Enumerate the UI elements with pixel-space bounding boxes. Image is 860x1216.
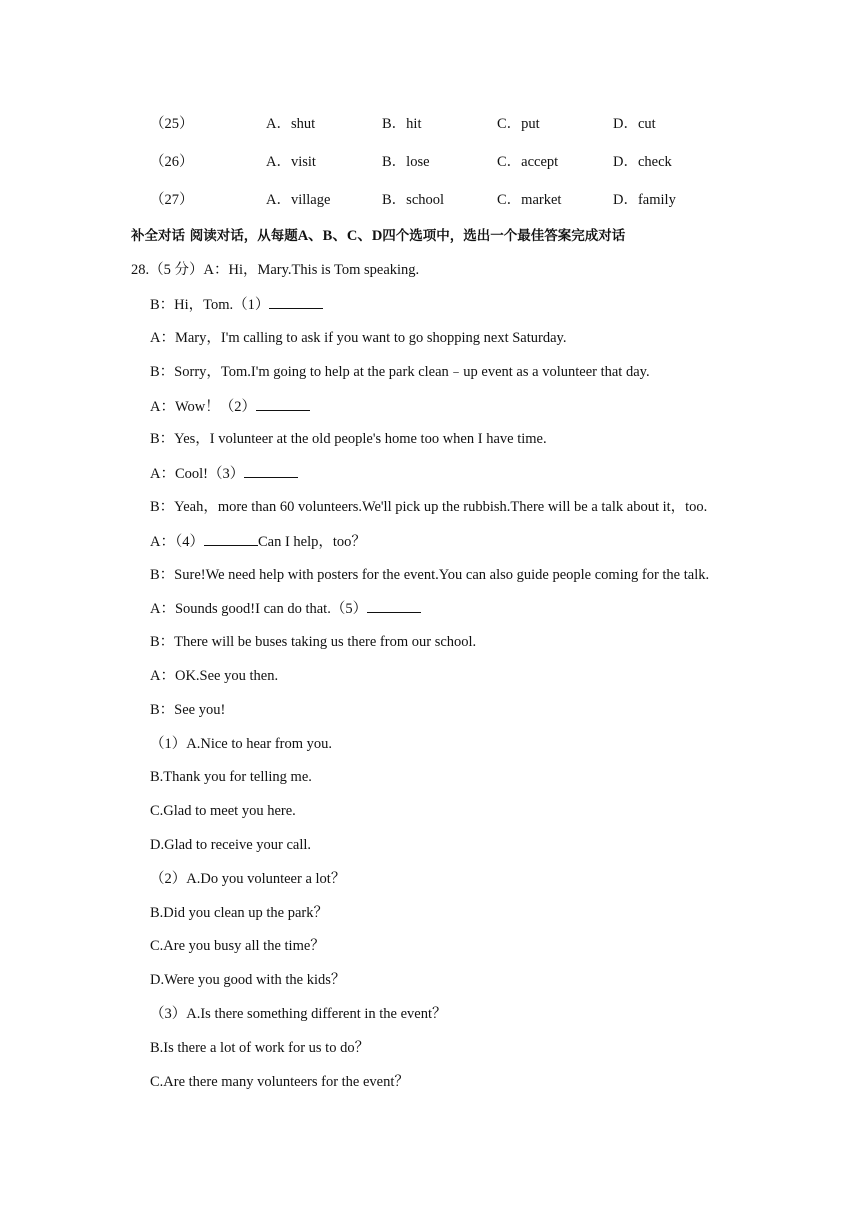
- dialog-line: [150, 294, 323, 314]
- option-b: B．lose: [382, 154, 430, 170]
- dialog-line: B：Sorry，Tom.I'm going to help at the park clean﹣up event as a volunteer that day.: [150, 364, 650, 380]
- answer-blank-2: [256, 396, 310, 411]
- option-d: D．check: [613, 154, 672, 170]
- choice-item: D.Glad to receive your call.: [150, 837, 312, 853]
- section-heading-part1: 补全对话 阅读对话，从每题: [131, 228, 298, 244]
- choice-item: （3）A.Is there something different in the event？: [150, 1006, 447, 1022]
- choice-item: C.Glad to meet you here.: [150, 803, 296, 819]
- option-a: A．visit: [266, 154, 316, 170]
- question-intro: 28.（5 分）A：Hi，Mary.This is Tom speaking.: [131, 262, 420, 278]
- dialog-text: B：Hi，Tom.（1）: [150, 297, 270, 313]
- dialog-line: B：Sure!We need help with posters for the event.You can also guide people coming for the talk.: [150, 567, 710, 583]
- option-c: C．put: [497, 116, 540, 132]
- dialog-text: A：（4）: [150, 534, 204, 550]
- dialog-line: [150, 598, 421, 618]
- answer-blank-4: [204, 531, 258, 546]
- choice-item: （2）A.Do you volunteer a lot？: [150, 871, 346, 887]
- option-a: A．shut: [266, 116, 316, 132]
- option-d: D．family: [613, 192, 676, 208]
- dialog-line: B：Yeah，more than 60 volunteers.We'll pick up the rubbish.There will be a talk about it，too.: [150, 499, 708, 515]
- option-number: （25）: [150, 116, 194, 132]
- dialog-line: B：Yes，I volunteer at the old people's home too when I have time.: [150, 431, 547, 447]
- section-heading-letters: A、B、C、D: [297, 228, 383, 244]
- choice-item: C.Are you busy all the time？: [150, 938, 325, 954]
- choice-item: B.Did you clean up the park？: [150, 905, 328, 921]
- dialog-line: A：Mary，I'm calling to ask if you want to go shopping next Saturday.: [150, 330, 567, 346]
- answer-blank-1: [269, 294, 323, 309]
- answer-blank-5: [367, 598, 421, 613]
- dialog-text: A：Cool!（3）: [150, 466, 245, 482]
- dialog-line: [150, 463, 298, 483]
- dialog-line: [150, 396, 310, 416]
- option-c: C．market: [497, 192, 562, 208]
- option-c: C．accept: [497, 154, 559, 170]
- choice-item: D.Were you good with the kids？: [150, 972, 346, 988]
- choice-item: B.Is there a lot of work for us to do？: [150, 1040, 370, 1056]
- dialog-line: B：See you!: [150, 702, 226, 718]
- answer-blank-3: [244, 463, 298, 478]
- dialog-text: Can I help，too？: [257, 534, 366, 550]
- choice-item: （1）A.Nice to hear from you.: [150, 736, 333, 752]
- dialog-text: A：Wow！（2）: [150, 399, 256, 415]
- option-b: B．hit: [382, 116, 422, 132]
- dialog-text: A：Sounds good!I can do that.（5）: [150, 601, 368, 617]
- choice-item: B.Thank you for telling me.: [150, 769, 312, 785]
- option-d: D．cut: [613, 116, 656, 132]
- dialog-line: A：OK.See you then.: [150, 668, 279, 684]
- option-number: （27）: [150, 192, 194, 208]
- choice-item: C.Are there many volunteers for the event？: [150, 1074, 409, 1090]
- option-a: A．village: [266, 192, 331, 208]
- option-number: （26）: [150, 154, 194, 170]
- dialog-line: B：There will be buses taking us there from our school.: [150, 634, 477, 650]
- section-heading-part2: 四个选项中，选出一个最佳答案完成对话: [382, 228, 626, 244]
- option-b: B．school: [382, 192, 445, 208]
- dialog-line: [150, 531, 366, 551]
- section-heading: [131, 226, 625, 246]
